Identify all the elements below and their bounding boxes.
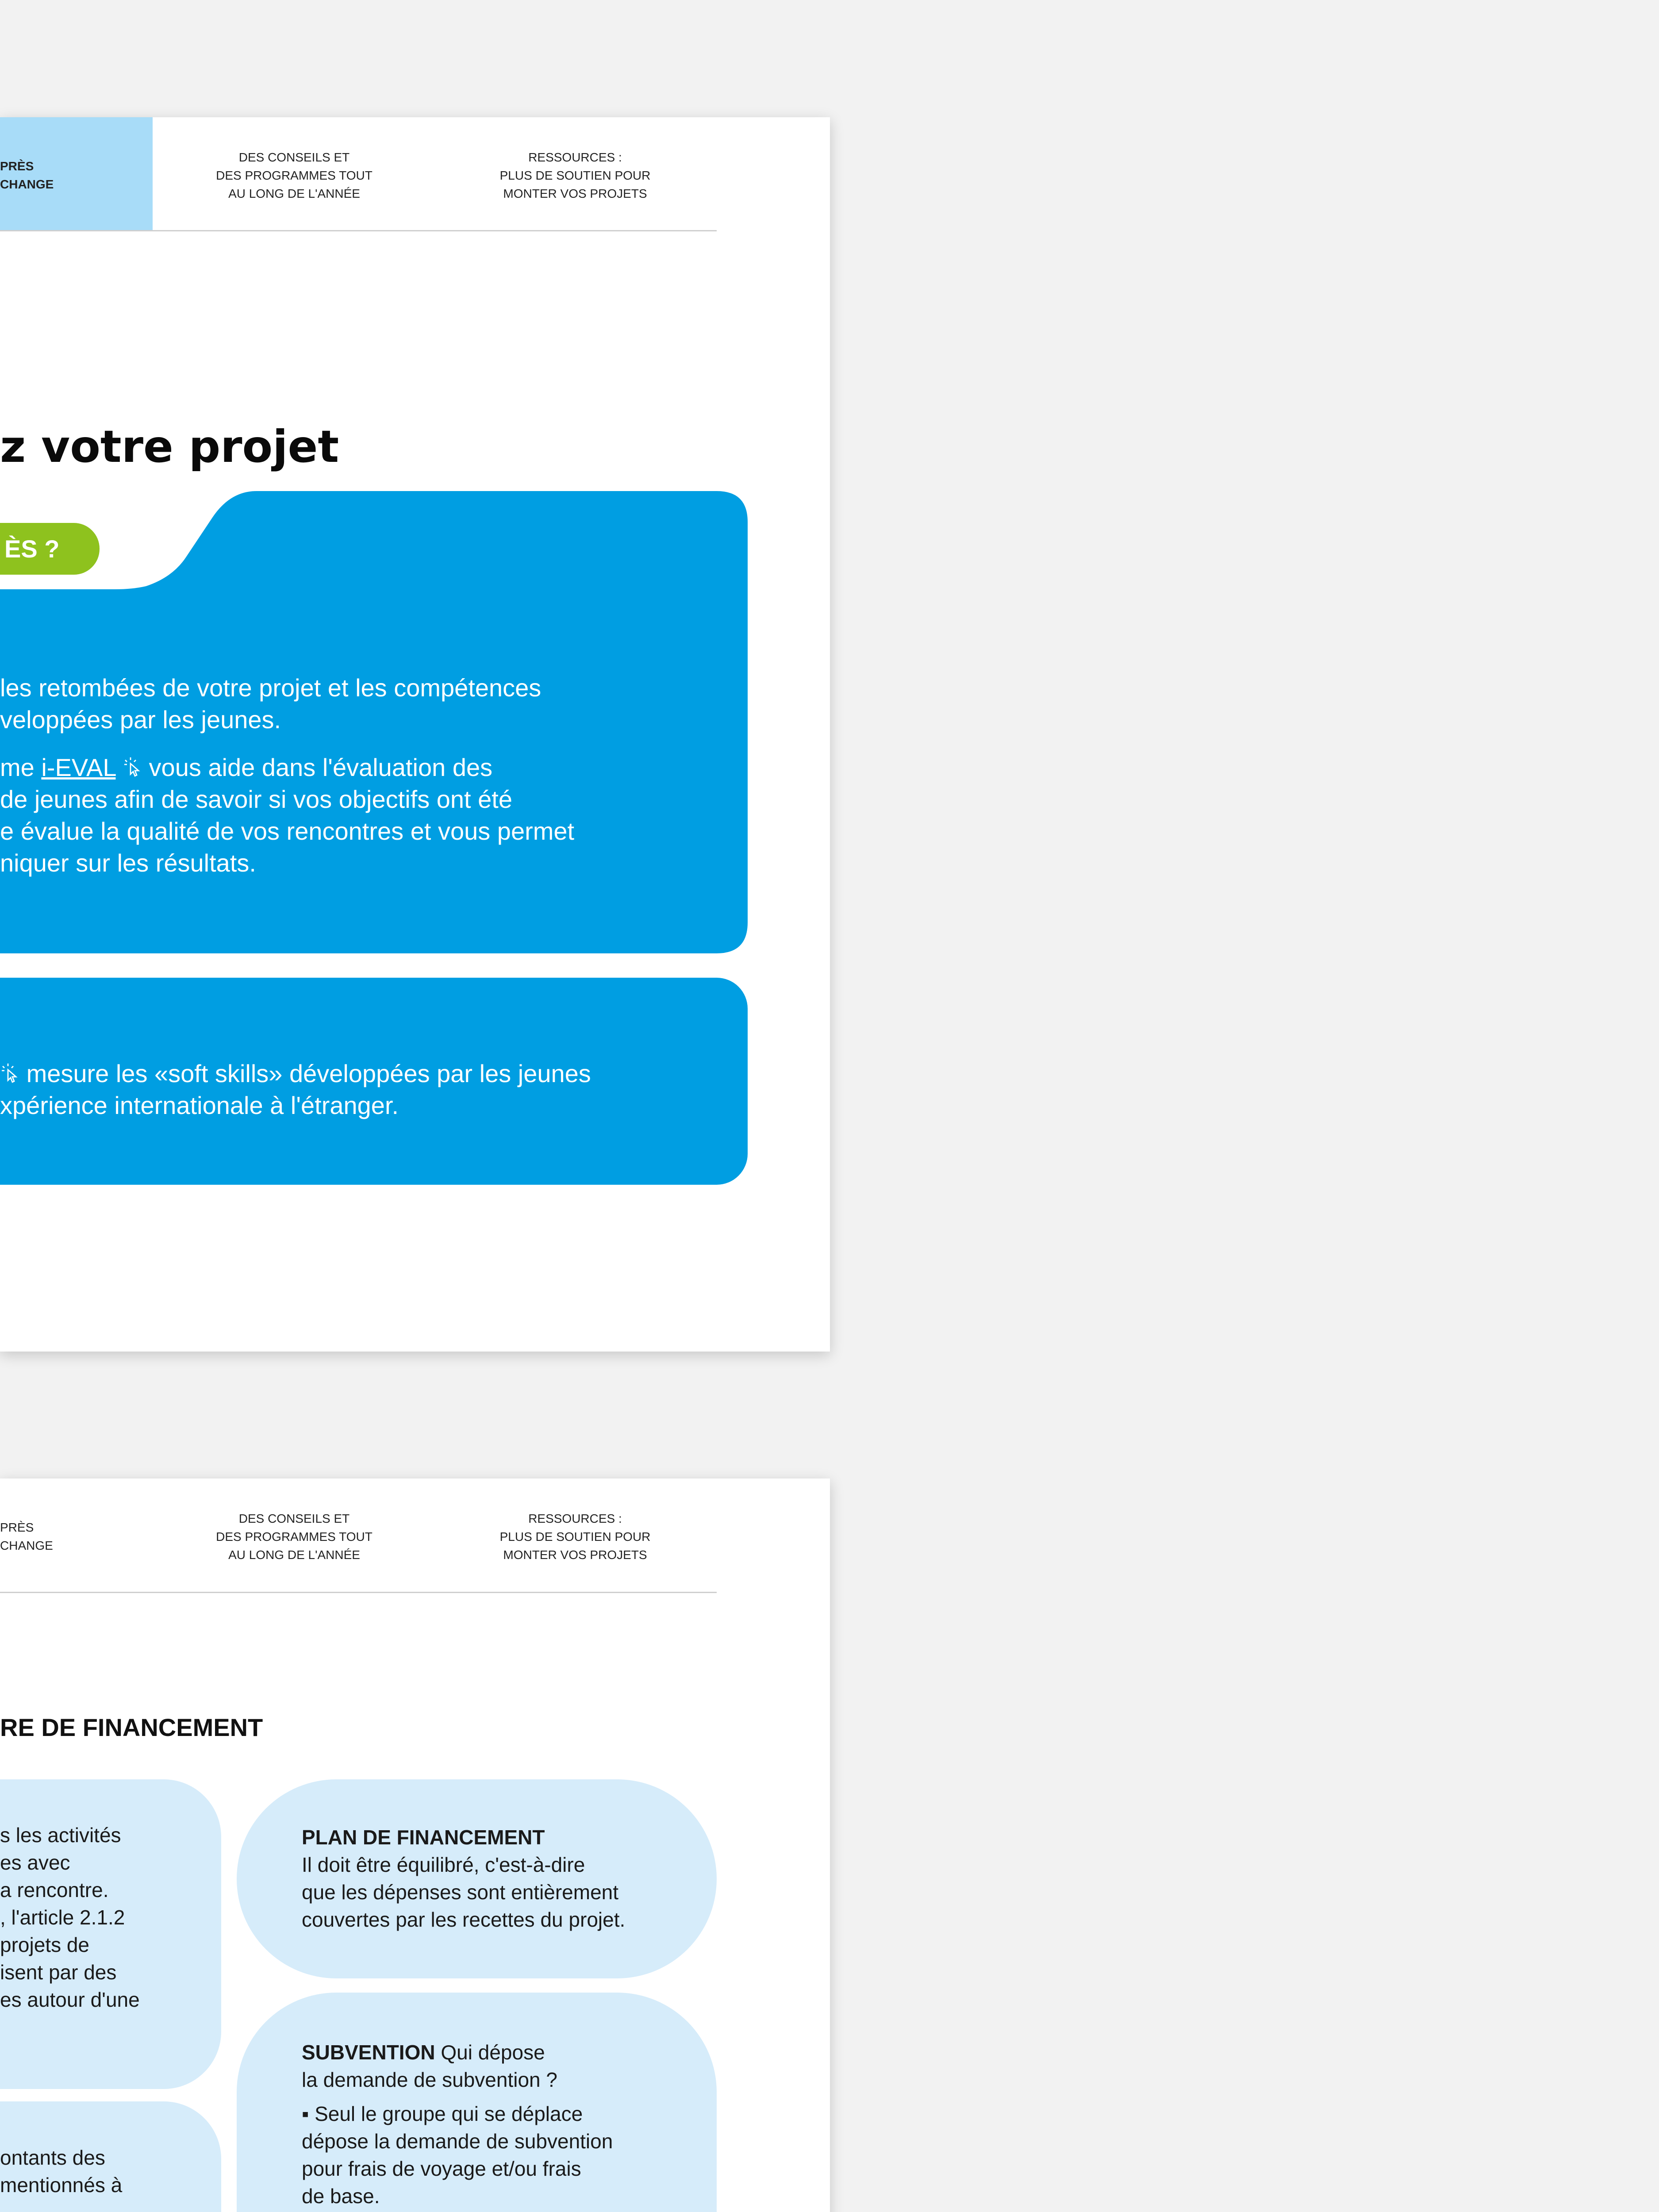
block1b-line3: e évalue la qualité de vos rencontres et vous permet <box>0 817 575 845</box>
plan-title: PLAN DE FINANCEMENT <box>302 1826 545 1849</box>
plan-line1: Il doit être équilibré, c'est-à-dire <box>302 1853 585 1876</box>
tab-ressources-line3: MONTER VOS PROJETS <box>503 187 647 200</box>
document-page-2 <box>0 1479 830 2212</box>
subv-bullet-line1: ▪ Seul le groupe qui se déplace <box>302 2102 583 2125</box>
subv-bullet-line4: de base. <box>302 2185 380 2208</box>
block1b-line1 <box>0 751 492 783</box>
left-card-line1: s les activités <box>0 1824 121 1847</box>
tab-conseils-p2-line1: DES CONSEILS ET <box>238 1512 350 1525</box>
header-divider-p2 <box>0 1592 717 1593</box>
section-pill-label: ÈS ? <box>0 523 100 575</box>
left-card-line4: , l'article 2.1.2 <box>0 1906 125 1929</box>
left-card2-line2: mentionnés à <box>0 2174 123 2197</box>
left-card-line5: projets de <box>0 1933 90 1956</box>
i-eval-link[interactable]: i-EVAL <box>41 753 116 781</box>
left-card-line6: isent par des <box>0 1961 117 1984</box>
left-card-line2: es avec <box>0 1851 70 1874</box>
tab-current-line1: PRÈS <box>0 159 34 173</box>
plan-line3: couvertes par les recettes du projet. <box>302 1908 626 1931</box>
tab-current-line2: CHANGE <box>0 177 54 191</box>
tab-current[interactable] <box>0 117 153 230</box>
tab-ressources-p2-line1: RESSOURCES : <box>528 1512 622 1525</box>
document-page-1 <box>0 117 830 1352</box>
left-card-line7: es autour d'une <box>0 1988 140 2011</box>
block1b-line4: niquer sur les résultats. <box>0 849 256 877</box>
block1b-line2: de jeunes afin de savoir si vos objectifs ont été <box>0 785 513 813</box>
subv-line2: la demande de subvention ? <box>302 2068 557 2091</box>
block1-line1: les retombées de votre projet et les compétences <box>0 674 541 702</box>
left-card2-line1: ontants des <box>0 2146 105 2169</box>
tab-current-p2[interactable] <box>0 1518 66 1555</box>
tab-ressources-line1: RESSOURCES : <box>528 150 622 164</box>
header-divider <box>0 230 717 231</box>
block1b-suffix: vous aide dans l'évaluation des <box>149 753 493 781</box>
tab-conseils-line3: AU LONG DE L'ANNÉE <box>228 187 360 200</box>
tab-current-p2-line1: PRÈS <box>0 1521 34 1534</box>
tab-conseils-p2-line3: AU LONG DE L'ANNÉE <box>228 1548 360 1562</box>
subv-bullet-line2: dépose la demande de subvention <box>302 2130 613 2153</box>
tab-conseils-line1: DES CONSEILS ET <box>238 150 350 164</box>
subv-bullet-line3: pour frais de voyage et/ou frais <box>302 2157 581 2180</box>
tab-ressources-line2: PLUS DE SOUTIEN POUR <box>499 169 651 182</box>
tab-conseils[interactable] <box>192 148 396 203</box>
tab-conseils-line2: DES PROGRAMMES TOUT <box>216 169 373 182</box>
subv-title-rest: Qui dépose <box>435 2041 545 2064</box>
section-title: RE DE FINANCEMENT <box>0 1713 263 1741</box>
cursor-click-icon-2 <box>0 1060 27 1087</box>
subv-line1 <box>302 2039 545 2066</box>
block2-line1 <box>0 1057 591 1090</box>
tab-ressources-p2-line3: MONTER VOS PROJETS <box>503 1548 647 1562</box>
block1b-prefix: me <box>0 753 42 781</box>
tab-ressources[interactable] <box>473 148 677 203</box>
page-title: z votre projet <box>0 421 339 472</box>
block1-line2: veloppées par les jeunes. <box>0 706 281 733</box>
block2-line2: xpérience internationale à l'étranger. <box>0 1091 399 1119</box>
tab-ressources-p2-line2: PLUS DE SOUTIEN POUR <box>499 1530 651 1544</box>
block2-line1-text: mesure les «soft skills» développées par les jeunes <box>26 1060 591 1087</box>
plan-line2: que les dépenses sont entièrement <box>302 1881 619 1904</box>
cursor-click-icon <box>123 753 149 781</box>
tab-conseils-p2-line2: DES PROGRAMMES TOUT <box>216 1530 373 1544</box>
left-card-line3: a rencontre. <box>0 1878 109 1901</box>
subv-title: SUBVENTION <box>302 2041 435 2064</box>
tab-conseils-p2[interactable] <box>192 1509 396 1564</box>
tab-ressources-p2[interactable] <box>473 1509 677 1564</box>
tab-current-p2-line2: CHANGE <box>0 1539 53 1552</box>
